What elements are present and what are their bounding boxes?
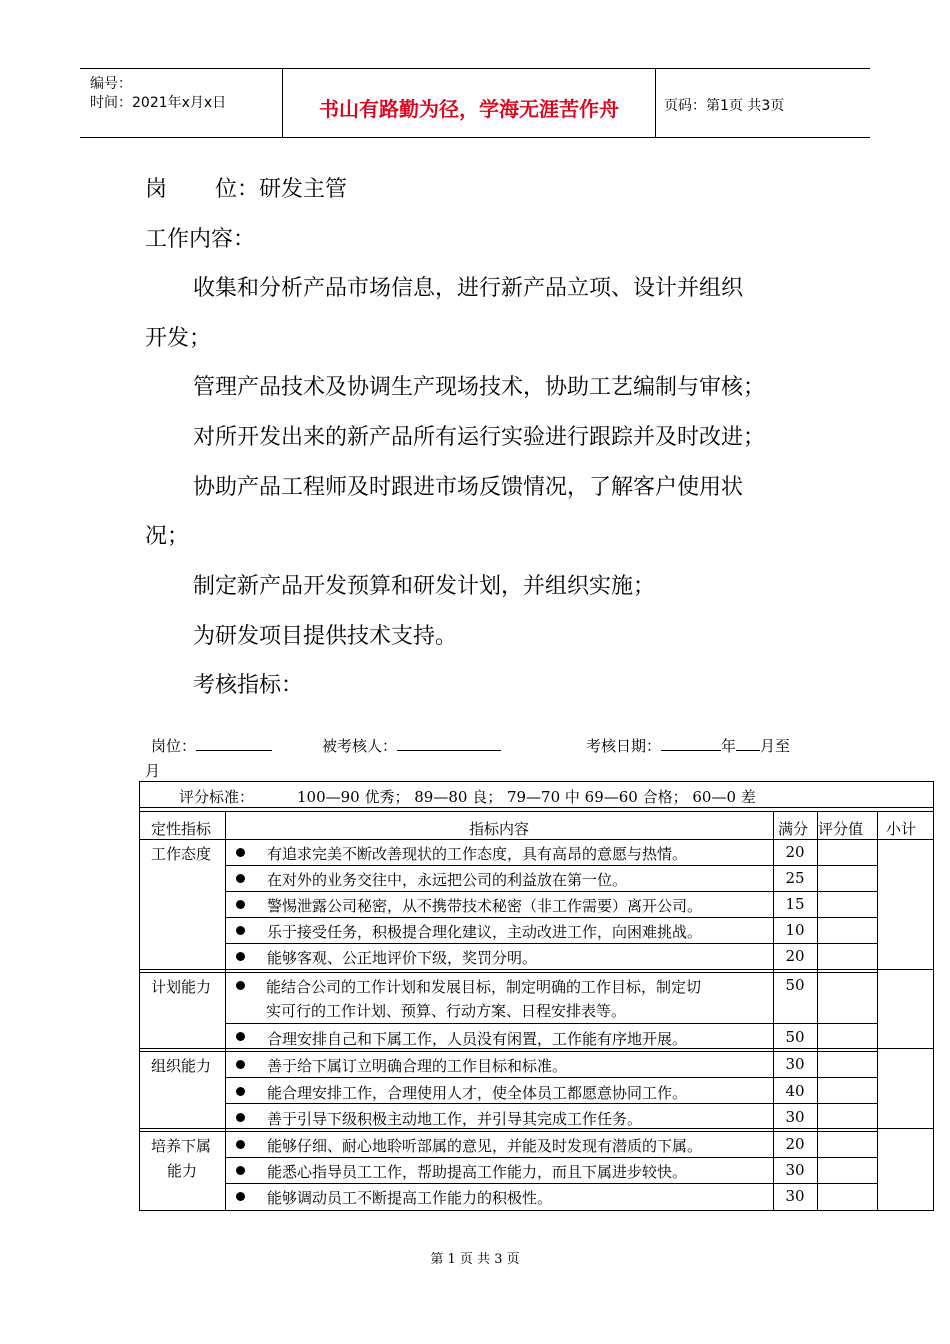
group-name: 组织能力 xyxy=(151,1057,212,1075)
bullet-icon xyxy=(236,848,245,857)
item-text: 在对外的业务交往中，永远把公司的利益放在第一位。 xyxy=(267,871,628,889)
form-assessee-label: 被考核人： xyxy=(322,737,398,755)
form-month-label: 月 xyxy=(145,762,161,780)
header-info-cell xyxy=(80,69,282,137)
item-score: 30 xyxy=(785,1108,805,1126)
item-text: 能悉心指导员工工作，帮助提高工作能力，而且下属进步较快。 xyxy=(267,1163,688,1181)
bullet-icon xyxy=(236,1087,245,1096)
post-label-char: 岗 xyxy=(145,177,168,202)
form-year-label: 年 xyxy=(721,737,737,755)
item-score: 50 xyxy=(785,976,805,994)
header-rating: 评分值 xyxy=(818,820,864,838)
page-info-cell xyxy=(654,69,870,137)
row-divider xyxy=(225,1103,877,1104)
form-post-label: 岗位： xyxy=(151,737,197,755)
group-name: 培养下属 xyxy=(151,1137,212,1155)
form-year-blank[interactable] xyxy=(661,736,721,751)
item-score: 15 xyxy=(785,895,805,913)
page-info-text: 页码：第1页 共3页 xyxy=(664,98,785,114)
group-divider xyxy=(139,1131,877,1132)
row-divider xyxy=(225,891,877,892)
work-content-label: 工作内容： xyxy=(145,227,256,252)
document-number-label: 编号： xyxy=(90,76,132,92)
item-score: 30 xyxy=(785,1161,805,1179)
group-divider xyxy=(139,969,934,970)
form-post-blank[interactable] xyxy=(196,736,272,751)
duty-line-3: 对所开发出来的新产品所有运行实验进行跟踪并及时改进； xyxy=(193,425,766,450)
bullet-icon xyxy=(236,1166,245,1175)
assessment-table xyxy=(139,781,934,1211)
row-divider xyxy=(225,917,877,918)
row-divider xyxy=(225,1023,877,1024)
bullet-icon xyxy=(236,1140,245,1149)
item-text: 能够调动员工不断提高工作能力的积极性。 xyxy=(267,1189,553,1207)
item-score: 20 xyxy=(785,1135,805,1153)
item-text: 能够仔细、耐心地聆听部属的意见，并能及时发现有潜质的下属。 xyxy=(267,1137,703,1155)
group-divider xyxy=(139,1051,877,1052)
duty-line-1-cont: 开发； xyxy=(145,326,212,351)
form-month-to-label: 月至 xyxy=(760,737,791,755)
bullet-icon xyxy=(236,900,245,909)
item-score: 20 xyxy=(785,843,805,861)
header-content: 指标内容 xyxy=(469,820,530,838)
row-divider xyxy=(225,865,877,866)
item-score: 20 xyxy=(785,947,805,965)
col-divider xyxy=(877,811,878,1211)
duty-line-4: 协助产品工程师及时跟进市场反馈情况，了解客户使用状 xyxy=(193,475,744,500)
duty-line-1: 收集和分析产品市场信息，进行新产品立项、设计并组织 xyxy=(193,276,744,301)
item-text: 乐于接受任务，积极提合理化建议，主动改进工作，向困难挑战。 xyxy=(267,923,703,941)
bullet-icon xyxy=(236,926,245,935)
item-text: 善于引导下级积极主动地工作，并引导其完成工作任务。 xyxy=(267,1110,643,1128)
form-post-field[interactable] xyxy=(151,735,272,756)
bullet-icon xyxy=(236,1032,245,1041)
item-text: 有追求完美不断改善现状的工作态度，具有高昂的意愿与热情。 xyxy=(267,845,688,863)
row-divider xyxy=(225,1077,877,1078)
bullet-icon xyxy=(236,874,245,883)
page-header xyxy=(80,68,870,138)
bullet-icon xyxy=(236,952,245,961)
form-assessee-blank[interactable] xyxy=(397,736,501,751)
item-text: 能够客观、公正地评价下级，奖罚分明。 xyxy=(267,949,538,967)
item-text: 善于给下属订立明确合理的工作目标和标准。 xyxy=(267,1057,568,1075)
scoring-label: 评分标准： xyxy=(179,788,255,806)
header-full-score: 满分 xyxy=(778,820,809,838)
group-name-cont: 能力 xyxy=(167,1162,198,1180)
row-divider xyxy=(225,1157,877,1158)
item-text: 能结合公司的工作计划和发展目标，制定明确的工作目标，制定切 xyxy=(266,978,702,996)
group-divider xyxy=(139,972,877,973)
bullet-icon xyxy=(236,1192,245,1201)
motto-text: 书山有路勤为径，学海无涯苦作舟 xyxy=(319,97,619,121)
bullet-icon xyxy=(236,1060,245,1069)
item-score: 30 xyxy=(785,1187,805,1205)
header-subtotal: 小计 xyxy=(886,820,917,838)
group-divider xyxy=(139,1048,934,1049)
row-divider xyxy=(225,1183,877,1184)
kpi-label: 考核指标： xyxy=(193,673,304,698)
divider xyxy=(139,839,934,840)
header-qualitative: 定性指标 xyxy=(151,820,212,838)
form-assessee-field[interactable] xyxy=(322,735,501,756)
post-value: 位：研发主管 xyxy=(215,177,348,202)
bullet-icon xyxy=(236,1113,245,1122)
item-score: 30 xyxy=(785,1055,805,1073)
form-date-field[interactable] xyxy=(586,735,790,756)
form-date-label: 考核日期： xyxy=(586,737,662,755)
item-score: 50 xyxy=(785,1028,805,1046)
item-score: 40 xyxy=(785,1082,805,1100)
bullet-icon xyxy=(236,981,245,990)
duty-line-6: 为研发项目提供技术支持。 xyxy=(193,624,458,649)
item-text-cont: 实可行的工作计划、预算、行动方案、日程安排表等。 xyxy=(266,1002,627,1020)
col-divider xyxy=(817,811,818,1211)
row-divider xyxy=(225,943,877,944)
duty-line-4-cont: 况； xyxy=(145,524,190,549)
col-divider xyxy=(225,811,226,1211)
item-text: 警惕泄露公司秘密，从不携带技术秘密（非工作需要）离开公司。 xyxy=(267,897,703,915)
document-time-label: 时间：2021年x月x日 xyxy=(90,95,227,111)
post-title-line xyxy=(145,172,347,203)
item-text: 能合理安排工作，合理使用人才，使全体员工都愿意协同工作。 xyxy=(267,1084,688,1102)
form-month-blank[interactable] xyxy=(736,736,760,751)
item-score: 25 xyxy=(785,869,805,887)
scoring-levels: 100—90 优秀； 89—80 良； 79—70 中 69—60 合格； 60—0 差 xyxy=(297,788,756,806)
divider xyxy=(139,811,934,812)
item-score: 10 xyxy=(785,921,805,939)
divider xyxy=(139,807,934,808)
group-name: 工作态度 xyxy=(151,845,212,863)
motto-cell xyxy=(282,69,656,137)
group-divider xyxy=(139,1128,934,1129)
duty-line-5: 制定新产品开发预算和研发计划，并组织实施； xyxy=(193,574,656,599)
page-footer: 第 1 页 共 3 页 xyxy=(430,1252,520,1267)
item-text: 合理安排自己和下属工作，人员没有闲置，工作能有序地开展。 xyxy=(267,1030,688,1048)
duty-line-2: 管理产品技术及协调生产现场技术，协助工艺编制与审核； xyxy=(193,375,766,400)
group-name: 计划能力 xyxy=(151,978,212,996)
